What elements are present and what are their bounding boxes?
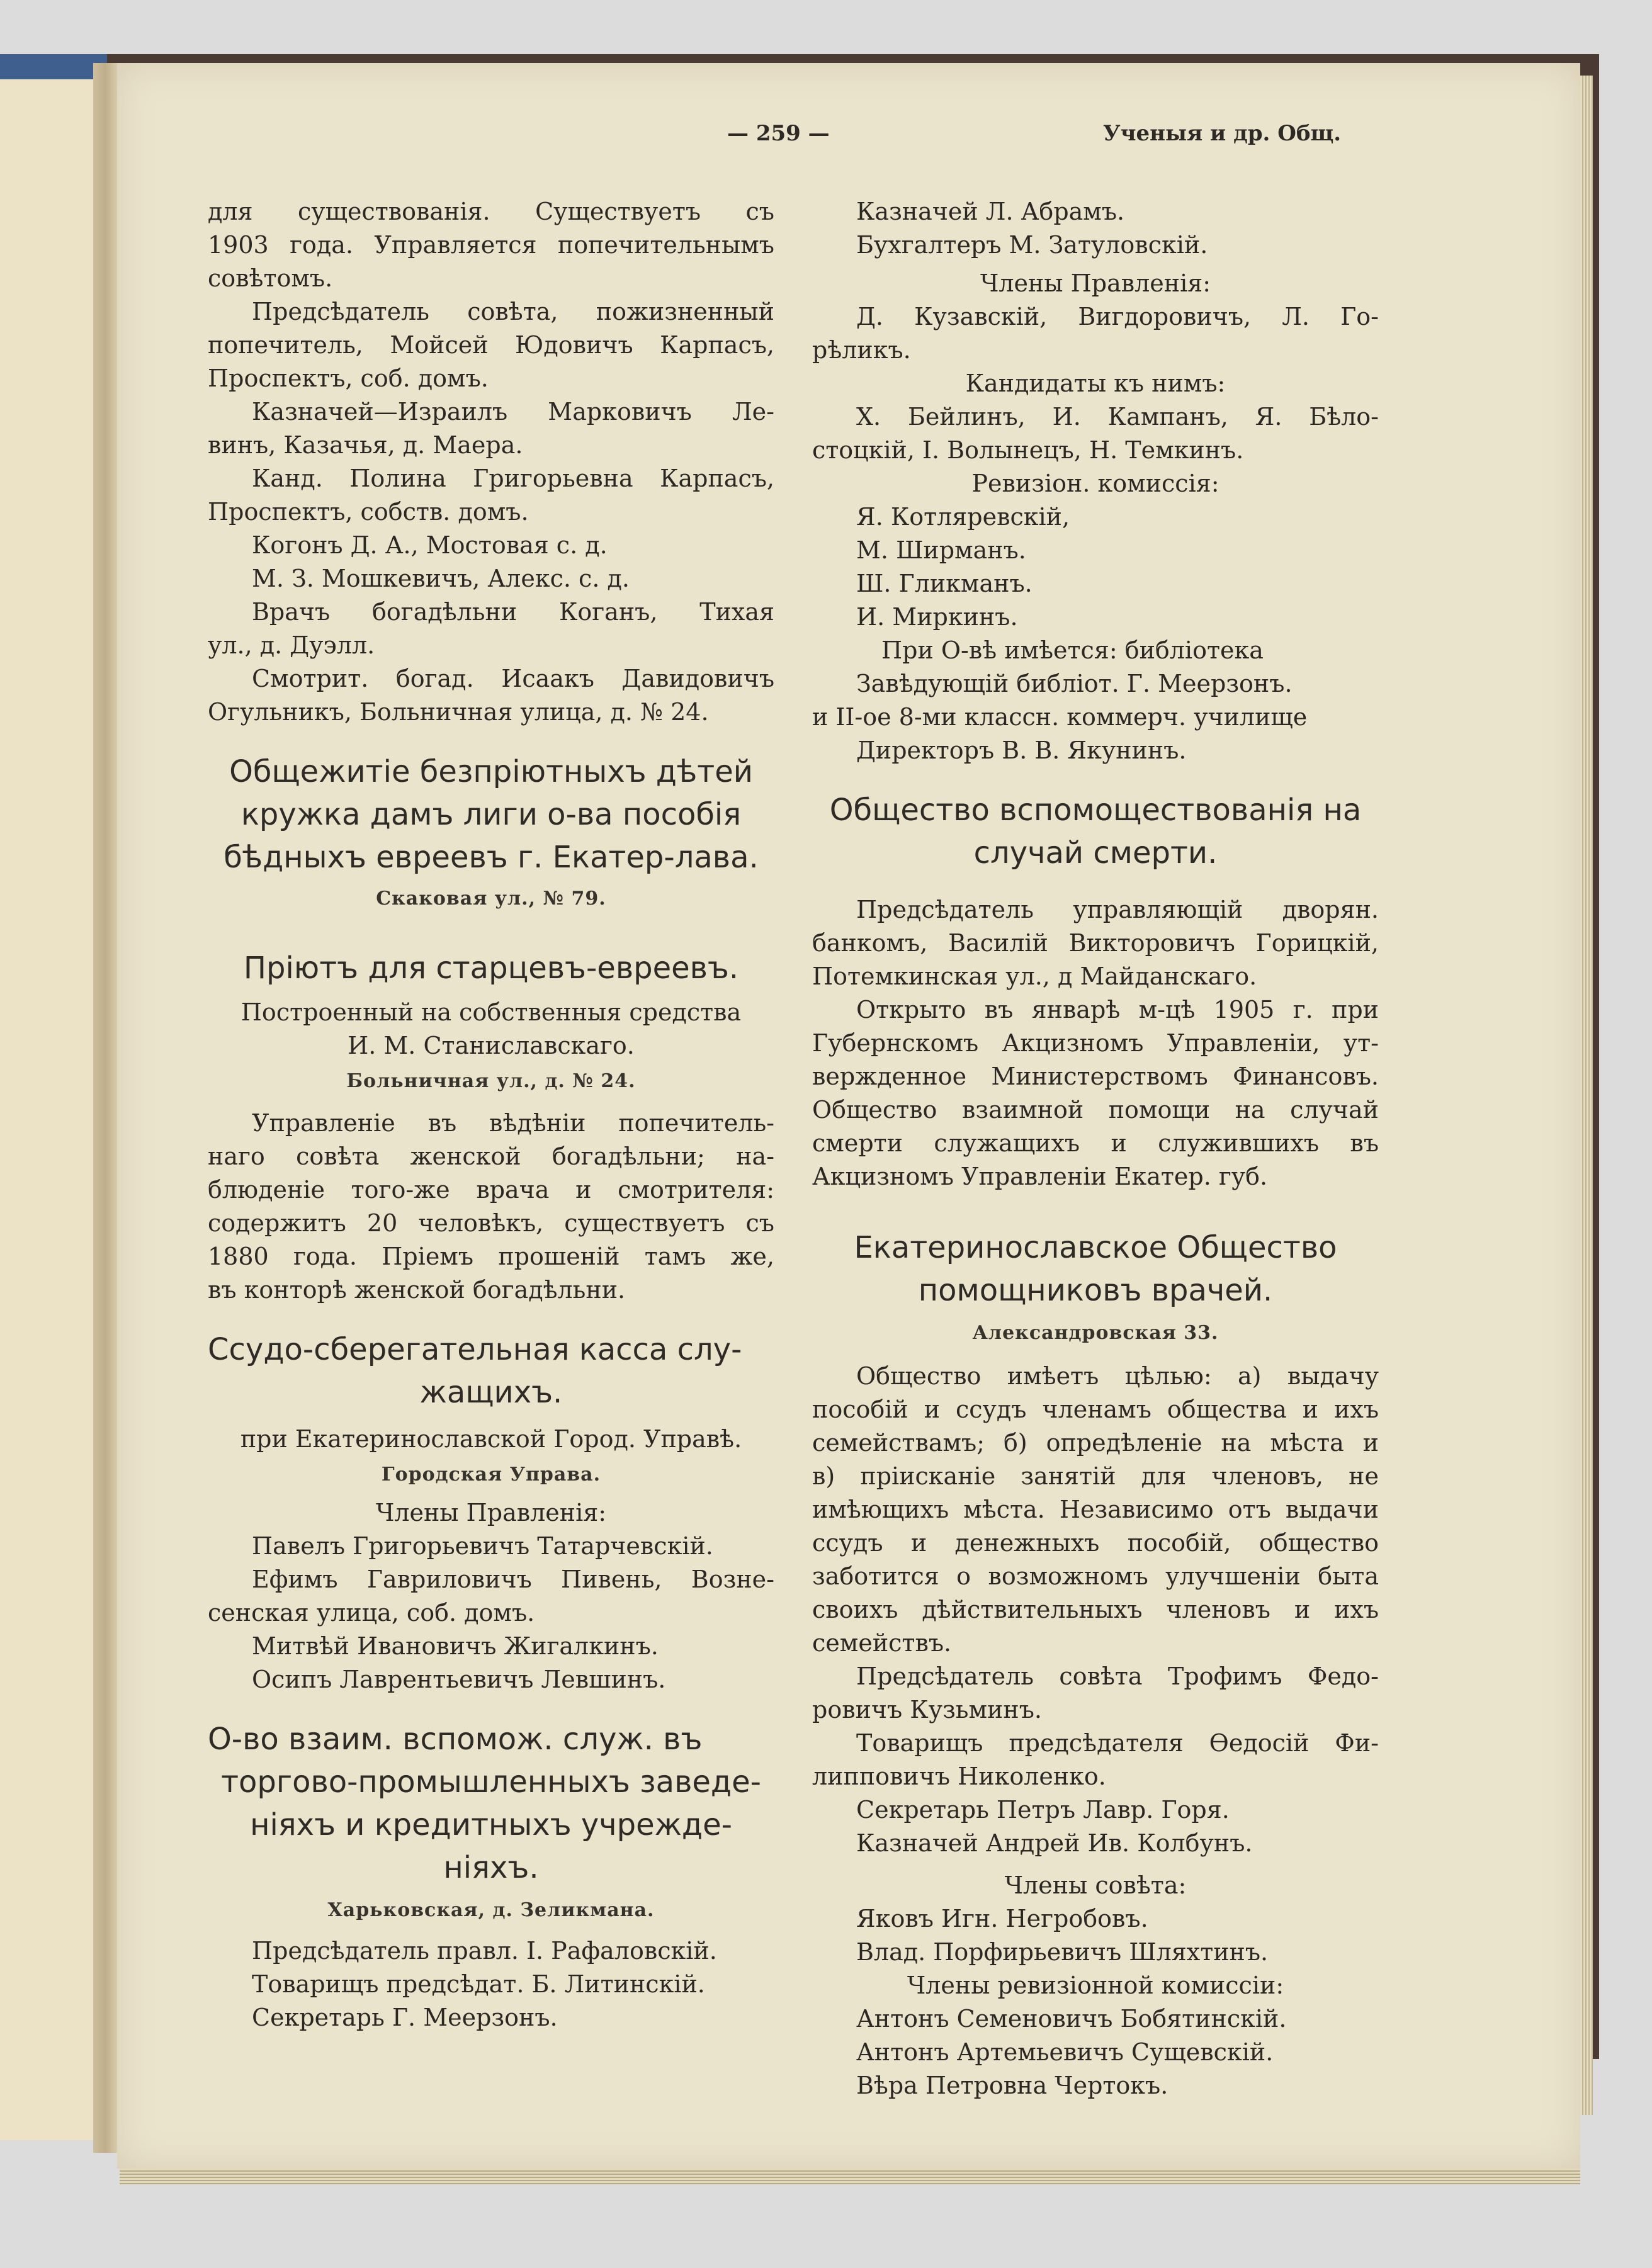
text-line: своихъ дѣйствительныхъ членовъ и ихъ bbox=[812, 1596, 1379, 1623]
text-line: Влад. Порфирьевичъ Шляхтинъ. bbox=[856, 1938, 1269, 1966]
section-heading: Ссудо-сберегательная касса слу- bbox=[208, 1332, 742, 1367]
text-line: и II-ое 8-ми классн. коммерч. училище bbox=[812, 703, 1308, 731]
text-line: совѣтомъ. bbox=[208, 264, 333, 292]
text-line: Смотрит. богад. Исаакъ Давидовичъ bbox=[252, 665, 774, 692]
section-heading: Екатеринославское Общество bbox=[854, 1230, 1337, 1265]
text-line: попечитель, Мойсей Юдовичъ Карпасъ, bbox=[208, 331, 774, 359]
text-line: Секретарь Петръ Лавр. Горя. bbox=[856, 1796, 1230, 1824]
text-line: Канд. Полина Григорьевна Карпасъ, bbox=[252, 465, 774, 492]
text-line: Предсѣдатель совѣта Трофимъ Федо- bbox=[856, 1662, 1379, 1690]
text-line: семействамъ; б) опредѣленіе на мѣста и bbox=[812, 1429, 1379, 1457]
text-line: Общество взаимной помощи на случай bbox=[812, 1096, 1379, 1124]
text-line: Казначей Андрей Ив. Колбунъ. bbox=[856, 1829, 1253, 1857]
text-line: Бухгалтеръ М. Затуловскій. bbox=[856, 231, 1208, 259]
text-line: М. Ширманъ. bbox=[856, 536, 1026, 564]
text-line: сенская улица, соб. домъ. bbox=[208, 1599, 535, 1627]
text-line: ул., д. Дуэлл. bbox=[208, 631, 375, 659]
section-address: Скаковая ул., № 79. bbox=[376, 888, 606, 910]
text-line: Д. Кузавскій, Вигдоровичъ, Л. Го- bbox=[856, 303, 1379, 330]
text-line: Акцизномъ Управленіи Екатер. губ. bbox=[812, 1163, 1268, 1190]
section-subtitle: при Екатеринославской Город. Управѣ. bbox=[240, 1425, 742, 1453]
text-line: Яковъ Игн. Негробовъ. bbox=[856, 1905, 1148, 1932]
text-line: 1903 года. Управляется попечительнымъ bbox=[208, 231, 774, 259]
text-line: Антонъ Семеновичъ Бобятинскій. bbox=[856, 2005, 1287, 2033]
section-heading: случай смерти. bbox=[973, 835, 1218, 871]
members-title: Кандидаты къ нимъ: bbox=[965, 370, 1226, 397]
text-line: Проспектъ, собств. домъ. bbox=[208, 498, 529, 526]
text-line: Предсѣдатель правл. I. Рафаловскій. bbox=[252, 1937, 717, 1965]
text-line: Управленіе въ вѣдѣніи попечитель- bbox=[252, 1109, 774, 1137]
section-subtitle: Построенный на собственныя средства bbox=[240, 998, 742, 1026]
text-line: Секретарь Г. Меерзонъ. bbox=[252, 2004, 558, 2031]
page-number: — 259 — bbox=[727, 121, 830, 146]
text-line: Митвѣй Ивановичъ Жигалкинъ. bbox=[252, 1632, 659, 1660]
text-line: М. З. Мошкевичъ, Алекс. с. д. bbox=[252, 565, 630, 592]
text-line: наго совѣта женской богадѣльни; на- bbox=[208, 1142, 774, 1170]
text-line: рѣликъ. bbox=[812, 336, 911, 364]
text-line: Товарищъ предсѣдат. Б. Литинскій. bbox=[252, 1970, 705, 1998]
text-line: Казначей Л. Абрамъ. bbox=[856, 198, 1125, 225]
text-line: винъ, Казачья, д. Маера. bbox=[208, 431, 523, 459]
text-line: Осипъ Лаврентьевичъ Левшинъ. bbox=[252, 1666, 666, 1693]
text-line: 1880 года. Пріемъ прошеній тамъ же, bbox=[208, 1243, 774, 1270]
text-line: Проспектъ, соб. домъ. bbox=[208, 364, 489, 392]
book-gutter bbox=[93, 63, 117, 2153]
section-heading: помощниковъ врачей. bbox=[918, 1273, 1273, 1308]
text-line: Х. Бейлинъ, И. Кампанъ, Я. Бѣло- bbox=[856, 403, 1379, 431]
text-line: ровичъ Кузьминъ. bbox=[812, 1696, 1042, 1724]
text-line: ссудъ и денежныхъ пособій, общество bbox=[812, 1529, 1379, 1557]
members-title: Ревизіон. комиссія: bbox=[971, 470, 1219, 497]
section-heading: ніяхъ. bbox=[443, 1850, 539, 1885]
text-line: въ конторѣ женской богадѣльни. bbox=[208, 1276, 626, 1304]
text-line: Ефимъ Гавриловичъ Пивень, Возне- bbox=[252, 1566, 774, 1593]
text-line: Казначей—Израилъ Марковичъ Ле- bbox=[252, 398, 774, 426]
text-line: для существованія. Существуетъ съ bbox=[208, 198, 774, 225]
section-heading: кружка дамъ лиги о-ва пособія bbox=[240, 797, 742, 832]
text-line: пособій и ссудъ членамъ общества и ихъ bbox=[812, 1396, 1379, 1423]
text-line: блюденіе того-же врача и смотрителя: bbox=[208, 1176, 774, 1204]
text-line: смерти служащихъ и служившихъ въ bbox=[812, 1129, 1379, 1157]
text-line: семействъ. bbox=[812, 1629, 952, 1657]
section-subtitle: И. М. Станиславскаго. bbox=[348, 1032, 635, 1059]
section-address: Харьковская, д. Зеликмана. bbox=[327, 1899, 655, 1921]
right-column bbox=[812, 195, 1379, 2102]
text-line: имѣющихъ мѣста. Независимо отъ выдачи bbox=[812, 1496, 1379, 1523]
text-line: Предсѣдатель управляющій дворян. bbox=[856, 896, 1379, 923]
section-heading: жащихъ. bbox=[419, 1375, 563, 1410]
text-line: Антонъ Артемьевичъ Сущевскій. bbox=[856, 2038, 1274, 2066]
section-heading: торгово-промышленныхъ заведе- bbox=[221, 1764, 761, 1800]
members-title: Члены Правленія: bbox=[980, 269, 1211, 297]
section-heading: Общество вспомоществованія на bbox=[829, 793, 1362, 828]
members-title: Члены совѣта: bbox=[1004, 1871, 1187, 1899]
text-line: Товарищъ предсѣдателя Өедосій Фи- bbox=[856, 1729, 1379, 1757]
section-heading: Общежитіе безпріютныхъ дѣтей bbox=[229, 754, 753, 789]
text-line: Когонъ Д. А., Мостовая с. д. bbox=[252, 531, 608, 559]
text-line: Предсѣдатель совѣта, пожизненный bbox=[252, 298, 774, 325]
text-line: банкомъ, Василій Викторовичъ Горицкій, bbox=[812, 929, 1379, 957]
cover-cloth-top bbox=[0, 54, 107, 79]
members-title: Члены ревизіонной комиссіи: bbox=[907, 1972, 1284, 1999]
text-line: стоцкій, I. Волынецъ, Н. Темкинъ. bbox=[812, 436, 1244, 464]
section-address: Александровская 33. bbox=[972, 1322, 1219, 1344]
text-line: Я. Котляревскій, bbox=[856, 503, 1070, 531]
section-address: Больничная ул., д. № 24. bbox=[346, 1070, 636, 1092]
text-line: Открыто въ январѣ м-цѣ 1905 г. при bbox=[856, 996, 1379, 1024]
text-line: Огульникъ, Больничная улица, д. № 24. bbox=[208, 698, 709, 726]
text-line: Врачъ богадѣльни Коганъ, Тихая bbox=[252, 598, 774, 626]
members-title: Члены Правленія: bbox=[375, 1499, 607, 1526]
text-line: И. Миркинъ. bbox=[856, 603, 1018, 631]
section-heading: ніяхъ и кредитныхъ учрежде- bbox=[250, 1807, 732, 1842]
section-address: Городская Управа. bbox=[381, 1464, 601, 1486]
text-line: Директоръ В. В. Якунинъ. bbox=[856, 736, 1187, 764]
text-line: Ш. Гликманъ. bbox=[856, 570, 1032, 597]
text-line: Вѣра Петровна Чертокъ. bbox=[856, 2072, 1168, 2099]
text-line: липповичъ Николенко. bbox=[812, 1763, 1106, 1790]
section-heading: О-во взаим. вспомож. служ. въ bbox=[208, 1722, 703, 1757]
text-line: Завѣдующій библіот. Г. Меерзонъ. bbox=[856, 670, 1293, 697]
section-heading: Пріютъ для старцевъ-евреевъ. bbox=[243, 951, 739, 986]
text-line: Губернскомъ Акцизномъ Управленіи, ут- bbox=[812, 1029, 1379, 1057]
text-line: Общество имѣетъ цѣлью: а) выдачу bbox=[856, 1362, 1379, 1390]
left-column bbox=[208, 195, 774, 2034]
text-line: заботится о возможномъ улучшеніи быта bbox=[812, 1562, 1379, 1590]
text-line: Потемкинская ул., д Майданскаго. bbox=[812, 962, 1257, 990]
text-line: содержитъ 20 человѣкъ, существуетъ съ bbox=[208, 1209, 774, 1237]
text-line: Павелъ Григорьевичъ Татарчевскій. bbox=[252, 1532, 713, 1560]
running-title: Ученыя и др. Общ. bbox=[1103, 121, 1342, 146]
section-heading: бѣдныхъ евреевъ г. Екатер-лава. bbox=[223, 840, 759, 875]
text-line: вержденное Министерствомъ Финансовъ. bbox=[812, 1063, 1379, 1090]
text-line: При О-вѣ имѣется: библіотека bbox=[881, 636, 1264, 664]
text-line: в) пріисканіе занятій для членовъ, не bbox=[812, 1462, 1379, 1490]
